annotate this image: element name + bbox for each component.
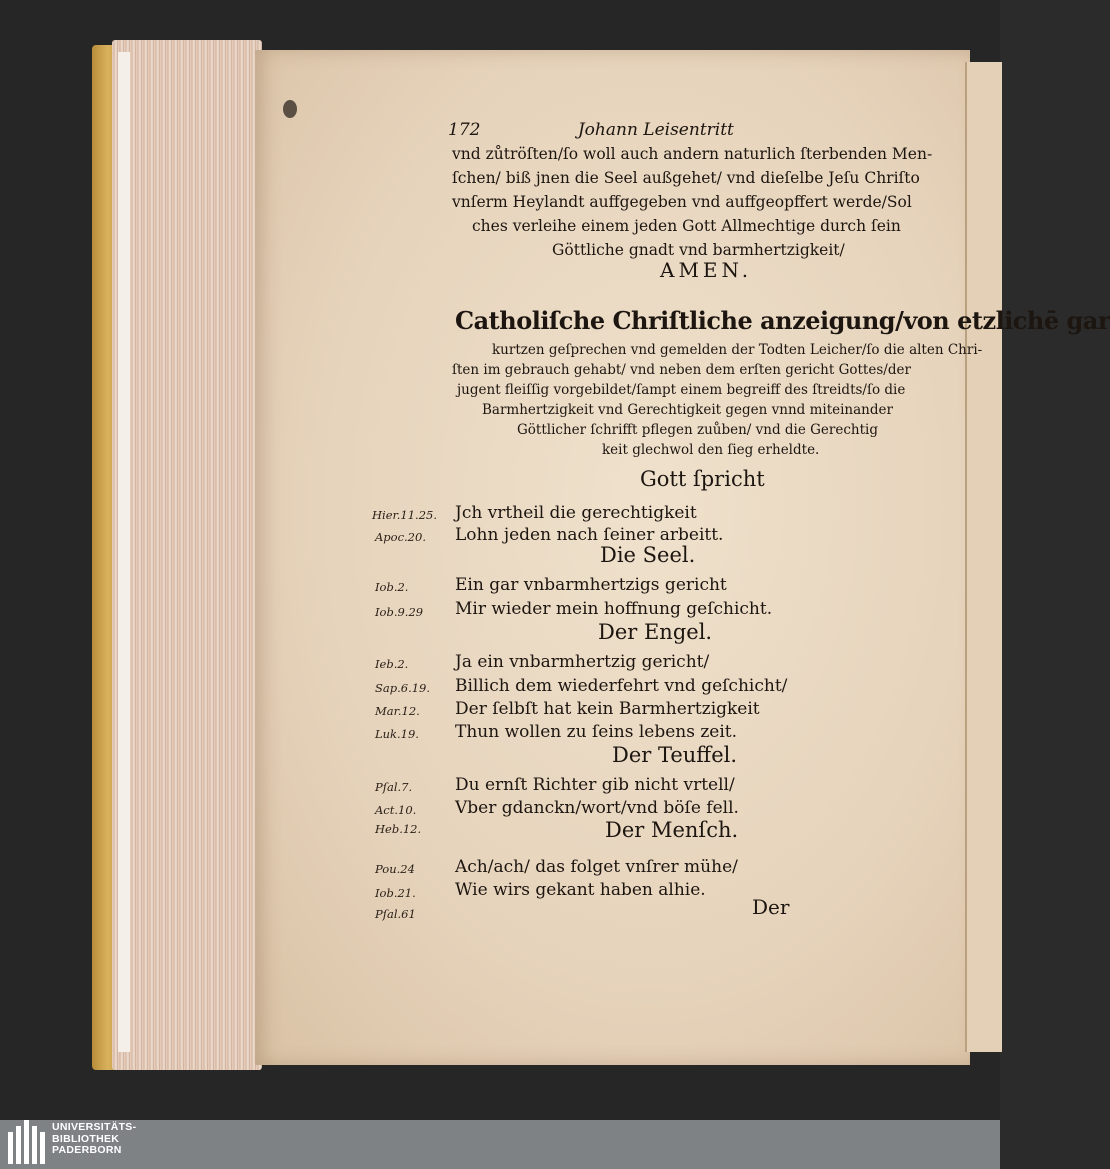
- running-title: Johann Leisentritt: [577, 120, 734, 140]
- scripture-reference: Ieb.2.: [375, 657, 409, 671]
- library-name: [52, 1122, 136, 1157]
- verse-line: Ja ein vnbarmhertzig gericht/: [455, 652, 710, 672]
- scripture-reference: Pſal.7.: [375, 780, 413, 794]
- catchword: Der: [752, 895, 790, 919]
- paragraph-2-line: keit glechwol den ſieg erheldte.: [602, 442, 820, 458]
- facing-page-edge: [965, 62, 1002, 1052]
- verse-line: Jch vrtheil die gerechtigkeit: [455, 503, 697, 523]
- scripture-reference: Iob.2.: [375, 580, 409, 594]
- verse-line: Ein gar vnbarmhertzigs gericht: [455, 575, 727, 595]
- speaker-heading: Der Menſch.: [605, 818, 739, 842]
- page-stack: [112, 40, 262, 1070]
- scripture-reference: Iob.9.29: [375, 605, 424, 619]
- paragraph-2-line: Göttlicher ſchrifft pflegen zuůben/ vnd die Gerechtig: [517, 422, 878, 438]
- speaker-heading: Der Teuffel.: [612, 743, 738, 767]
- library-name-line: PADERBORN: [52, 1144, 122, 1156]
- verse-line: Du ernſt Richter gib nicht vrtell/: [455, 775, 735, 795]
- scripture-reference: Sap.6.19.: [375, 681, 431, 695]
- scripture-reference: Heb.12.: [375, 822, 422, 836]
- paragraph-1-line: ſchen/ biß jnen die Seel außgehet/ vnd dieſelbe Jeſu Chriſto: [452, 169, 920, 187]
- page-stack-edge: [118, 52, 130, 1052]
- running-header: [448, 120, 734, 140]
- paragraph-2-line: Barmhertzigkeit vnd Gerechtigkeit gegen vnnd miteinander: [482, 402, 893, 418]
- verse-line: Ach/ach/ das folget vnſrer mühe/: [455, 857, 738, 877]
- paragraph-2-line: ſten im gebrauch gehabt/ vnd neben dem erſten gericht Gottes/der: [452, 362, 911, 378]
- verse-line: Wie wirs gekant haben alhie.: [455, 880, 706, 900]
- library-logo-icon: [6, 1122, 46, 1166]
- ink-smudge: [283, 100, 297, 118]
- scripture-reference: Pou.24: [375, 862, 415, 876]
- scripture-reference: Hier.11.25.: [372, 508, 437, 522]
- verse-line: Lohn jeden nach ſeiner arbeitt.: [455, 525, 724, 545]
- speaker-heading: Gott ſpricht: [640, 467, 765, 491]
- verse-line: Billich dem wiederfehrt vnd geſchicht/: [455, 676, 788, 696]
- scripture-reference: Apoc.20.: [375, 530, 426, 544]
- paragraph-2-line: jugent fleiſſig vorgebildet/ſampt einem begreiff des ſtreidts/ſo die: [457, 382, 906, 398]
- scripture-reference: Mar.12.: [375, 704, 420, 718]
- amen: AMEN.: [660, 258, 753, 282]
- footer-bar: [0, 1120, 1000, 1169]
- scripture-reference: Iob.21.: [375, 886, 416, 900]
- scripture-reference: Pſal.61: [375, 907, 416, 921]
- paragraph-1-line: Göttliche gnadt vnd barmhertzigkeit/: [552, 241, 845, 259]
- paragraph-1-line: vnd zůtröſten/ſo woll auch andern naturlich ſterbenden Men-: [452, 145, 933, 163]
- verse-line: Der ſelbſt hat kein Barmhertzigkeit: [455, 699, 760, 719]
- section-title: Catholiſche Chriſtliche anzeigung/von etzlichē gar: [455, 306, 1110, 335]
- paragraph-2: [452, 340, 983, 460]
- scripture-reference: Act.10.: [375, 803, 417, 817]
- library-name-line: UNIVERSITÄTS-: [52, 1121, 137, 1133]
- speaker-heading: Die Seel.: [600, 543, 696, 567]
- verse-line: Vber gdanckn/wort/vnd böſe fell.: [455, 798, 739, 818]
- paragraph-2-line: kurtzen geſprechen vnd gemelden der Todten Leicher/ſo die alten Chri-: [492, 342, 983, 358]
- page-number: 172: [448, 120, 481, 140]
- paragraph-1-line: ches verleihe einem jeden Gott Allmechtige durch ſein: [472, 217, 901, 235]
- library-name-line: BIBLIOTHEK: [52, 1132, 120, 1145]
- speaker-heading: Der Engel.: [598, 620, 713, 644]
- verse-line: Thun wollen zu ſeins lebens zeit.: [455, 722, 738, 742]
- scripture-reference: Luk.19.: [375, 727, 419, 741]
- paragraph-1-line: vnſerm Heylandt auffgegeben vnd auffgeopffert werde/Sol: [452, 193, 912, 211]
- verse-line: Mir wieder mein hoffnung geſchicht.: [455, 599, 773, 619]
- paragraph-1: [452, 142, 962, 262]
